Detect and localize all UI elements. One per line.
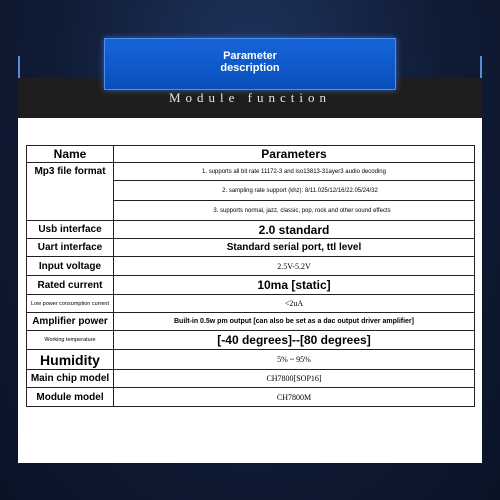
table-row bbox=[27, 163, 475, 181]
row-name: Working temperature bbox=[27, 331, 114, 350]
table-row bbox=[27, 276, 475, 295]
mp3-line-3: 3. supports normal, jazz, classic, pop, rock and other sound effects bbox=[114, 201, 475, 221]
table-row bbox=[27, 370, 475, 388]
mp3-line-1: 1. supports all bit rate 11172-3 and iso13813-31ayer3 audio decoding bbox=[114, 163, 475, 181]
table-row bbox=[27, 313, 475, 331]
table-row bbox=[27, 257, 475, 276]
row-name-mp3: Mp3 file format bbox=[27, 163, 114, 221]
row-name: Amplifier power bbox=[27, 313, 114, 331]
row-value: 10ma [static] bbox=[114, 276, 475, 295]
row-value: Standard serial port, ttl level bbox=[114, 239, 475, 257]
table-row bbox=[27, 331, 475, 350]
row-name: Low power consumption current bbox=[27, 295, 114, 313]
table-row bbox=[27, 295, 475, 313]
row-value: 5% ~ 95% bbox=[114, 350, 475, 370]
band-title: Module function bbox=[168, 90, 331, 105]
frame-edge-right bbox=[480, 56, 482, 78]
row-value: <2uA bbox=[114, 295, 475, 313]
row-value: CH7800[SOP16] bbox=[114, 370, 475, 388]
row-value: 2.5V-5.2V bbox=[114, 257, 475, 276]
mp3-line-2: 2. sampling rate support (khz): 8/11.025/12/16/22.05/24/32 bbox=[114, 181, 475, 201]
row-name: Input voltage bbox=[27, 257, 114, 276]
table-row bbox=[27, 350, 475, 370]
row-value: [-40 degrees]--[80 degrees] bbox=[114, 331, 475, 350]
frame-edge-left bbox=[18, 56, 20, 78]
header-name: Name bbox=[27, 146, 114, 163]
row-value: CH7800M bbox=[114, 388, 475, 407]
title-line-1: Parameter bbox=[223, 50, 277, 62]
table-row bbox=[27, 388, 475, 407]
row-name: Main chip model bbox=[27, 370, 114, 388]
parameter-table bbox=[26, 145, 475, 407]
header-parameters: Parameters bbox=[114, 146, 475, 163]
row-value: Built-in 0.5w pm output [can also be set as a dac output driver amplifier] bbox=[114, 313, 475, 331]
table-header-row bbox=[27, 146, 475, 163]
title-tab bbox=[104, 38, 396, 90]
row-value: 2.0 standard bbox=[114, 221, 475, 239]
row-name: Rated current bbox=[27, 276, 114, 295]
row-name: Humidity bbox=[27, 350, 114, 370]
row-name: Uart interface bbox=[27, 239, 114, 257]
title-line-2: description bbox=[220, 62, 280, 74]
table-row bbox=[27, 221, 475, 239]
row-name: Usb interface bbox=[27, 221, 114, 239]
row-name: Module model bbox=[27, 388, 114, 407]
table-row bbox=[27, 239, 475, 257]
